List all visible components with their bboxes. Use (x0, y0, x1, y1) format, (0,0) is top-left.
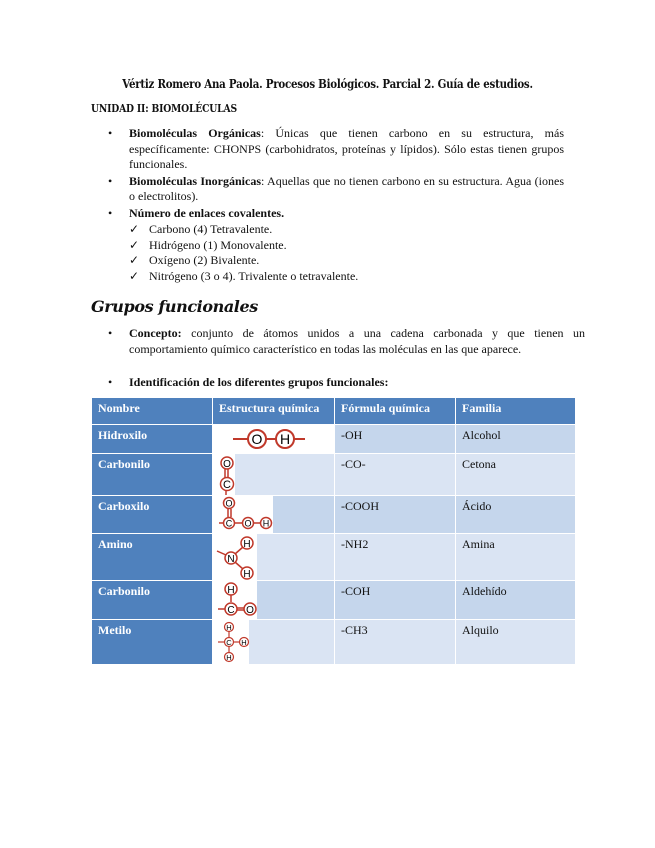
family-cell: Alcohol (456, 425, 576, 454)
atom-label: O (251, 431, 263, 447)
section-heading: Grupos funcionales (91, 297, 258, 316)
atom-label: C (227, 605, 235, 616)
family-cell: Amina (456, 534, 576, 581)
group-name: Carbonilo (92, 454, 213, 496)
table-row (92, 496, 576, 534)
formula-cell: -NH2 (335, 534, 456, 581)
formula-cell: -CO- (335, 454, 456, 496)
atom-label: C (226, 638, 232, 647)
concept-text: conjunto de átomos unidos a una cadena carbonada y que tienen un comportamiento químico característico en todas las moléculas en las que aparece. (129, 326, 585, 356)
table-row (92, 620, 576, 665)
concept-item: • Concepto: conjunto de átomos unidos a una cadena carbonada y que tienen un comportamiento químico característico en todas las moléculas en las que aparece. (108, 326, 585, 356)
checkmark-icon: ✓ (129, 237, 140, 252)
structure-cell (213, 496, 335, 534)
column-header: Fórmula química (335, 398, 456, 425)
atom-label: H (241, 638, 247, 647)
amino-structure-icon (213, 534, 335, 580)
atom-label: H (243, 539, 251, 550)
table-row (92, 581, 576, 620)
methyl-structure-icon (213, 620, 335, 664)
checkmark-icon: ✓ (129, 268, 140, 283)
group-name: Hidroxilo (92, 425, 213, 454)
group-name: Amino (92, 534, 213, 581)
check-item: ✓ Nitrógeno (3 o 4). Trivalente o tetravalente. (129, 268, 359, 283)
structure-cell (213, 620, 335, 665)
functional-groups-table (91, 397, 576, 665)
group-name: Carboxilo (92, 496, 213, 534)
atom-label: O (244, 518, 252, 529)
column-header: Estructura química (213, 398, 335, 425)
formula-cell: -OH (335, 425, 456, 454)
bullet-item: • Biomoléculas Inorgánicas: Aquellas que no tienen carbono en su estructura. Agua (iones o electrolitos). (108, 173, 564, 203)
family-cell: Ácido (456, 496, 576, 534)
atom-label: O (225, 498, 233, 509)
aldehyde-structure-icon (213, 581, 335, 619)
bullet-text: : Aquellas que no tienen carbono en su estructura. Agua (iones o electrolitos). (129, 173, 564, 203)
atom-label: N (227, 554, 235, 565)
identification-item: • Identificación de los diferentes grupos funcionales: (108, 375, 389, 389)
bullet-text: : Únicas que tienen carbono en su estructura, más específicamente: CHONPS (carbohidratos, proteínas y lípidos). Sólo estas tienen grupos funcionales. (129, 126, 564, 171)
bullet-item: • Número de enlaces covalentes. (108, 205, 285, 220)
checkmark-icon: ✓ (129, 253, 140, 267)
atom-label: H (226, 653, 232, 662)
group-name: Metilo (92, 620, 213, 665)
formula-cell: -COH (335, 581, 456, 620)
identification-label: Identificación de los diferentes grupos funcionales: (129, 375, 389, 389)
atom-label: O (246, 605, 254, 616)
structure-cell (213, 534, 335, 581)
atom-label: H (226, 623, 232, 632)
concept-label: Concepto: (129, 326, 182, 340)
atom-label: H (243, 569, 251, 580)
bullet-term: Biomoléculas Orgánicas (129, 126, 261, 140)
atom-label: H (227, 585, 235, 596)
check-list (108, 222, 564, 284)
bullet-term: Número de enlaces covalentes. (129, 205, 285, 220)
table-row (92, 534, 576, 581)
atom-label: C (223, 479, 231, 491)
formula-cell: -CH3 (335, 620, 456, 665)
atom-label: H (279, 431, 291, 447)
column-header: Familia (456, 398, 576, 425)
atom-label: C (225, 518, 233, 529)
bullet-term: Biomoléculas Inorgánicas (129, 173, 262, 188)
carboxyl-structure-icon (213, 496, 335, 533)
structure-cell (213, 425, 335, 454)
unit-heading: UNIDAD II: BIOMOLÉCULAS (91, 101, 237, 115)
table-row (92, 454, 576, 496)
check-item: ✓ Hidrógeno (1) Monovalente. (129, 237, 287, 252)
carbonyl-structure-icon (213, 454, 335, 495)
table-row (92, 425, 576, 454)
family-cell: Alquilo (456, 620, 576, 665)
structure-cell (213, 454, 335, 496)
bullet-item: • Biomoléculas Orgánicas: Únicas que tienen carbono en su estructura, más específicamente: CHONPS (carbohidratos, proteínas y lípidos). Sólo estas tienen grupos funcionales. (108, 126, 564, 171)
formula-cell: -COOH (335, 496, 456, 534)
table-header-row (92, 398, 576, 425)
hydroxyl-structure-icon (213, 425, 335, 453)
family-cell: Cetona (456, 454, 576, 496)
column-header: Nombre (92, 398, 213, 425)
group-name: Carbonilo (92, 581, 213, 620)
checkmark-icon: ✓ (129, 222, 140, 236)
document-title: Vértiz Romero Ana Paola. Procesos Biológicos. Parcial 2. Guía de estudios. (122, 76, 533, 91)
structure-cell (213, 581, 335, 620)
check-item: ✓ Oxígeno (2) Bivalente. (129, 253, 260, 267)
family-cell: Aldehído (456, 581, 576, 620)
atom-label: O (223, 459, 231, 470)
bullet-list (108, 126, 564, 284)
check-item: ✓ Carbono (4) Tetravalente. (129, 222, 273, 236)
atom-label: H (262, 518, 270, 529)
